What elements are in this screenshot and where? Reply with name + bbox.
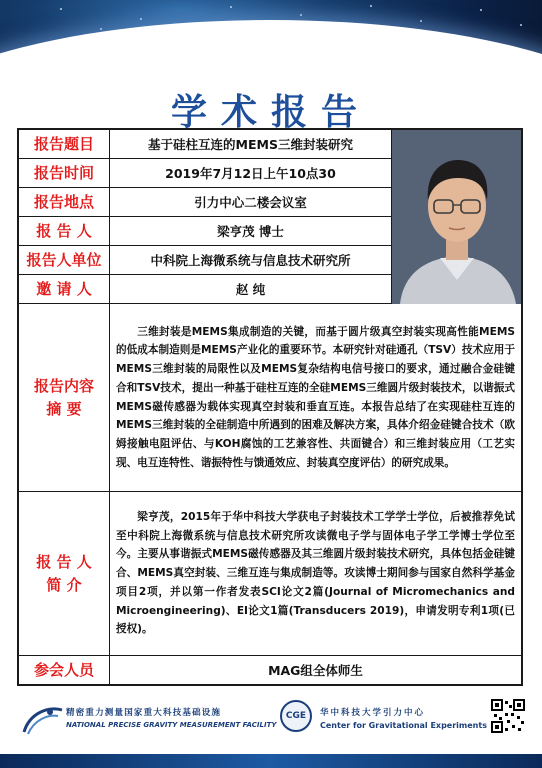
- qr-code-icon: [490, 698, 526, 734]
- cge-badge-icon: [280, 700, 312, 732]
- value-speaker: 梁亨茂 博士: [217, 224, 284, 239]
- label-bio-line2: 简 介: [46, 575, 82, 594]
- row-abstract: [19, 304, 521, 492]
- footer: [0, 694, 542, 768]
- speaker-photo: [391, 130, 521, 304]
- row-bio: [19, 492, 521, 656]
- page-title: 学术报告: [170, 92, 371, 133]
- label-abstract-line1: 报告内容: [33, 376, 94, 395]
- label-bio: [19, 492, 110, 655]
- label-inviter: 邀 请 人: [19, 275, 110, 303]
- bio-paragraph: [116, 492, 515, 655]
- center-name-cn: 华中科技大学引力中心: [320, 708, 426, 718]
- label-affiliation: 报告人单位: [19, 246, 110, 274]
- center-name-en: Center for Gravitational Experiments: [320, 721, 487, 730]
- facility-logo-icon: [20, 702, 64, 738]
- facility-name-cn: 精密重力测量国家重大科技基础设施: [66, 708, 222, 718]
- value-inviter: 赵 纯: [235, 282, 266, 297]
- value-place: 引力中心二楼会议室: [194, 195, 307, 210]
- label-topic: 报告题目: [19, 130, 110, 158]
- abstract-text: 三维封装是MEMS集成制造的关键，而基于圆片级真空封装实现高性能MEMS的低成本制造则是MEMS产业化的重要环节。本研究针对硅通孔（TSV）技术应用于MEMS三维封装的局限性以及MEMS复杂结构电信号接口的要求，通过融合金硅键合和TSV技术，提出一种基于硅柱互连的全硅MEMS三维圆片级封装技术，以谐振式MEMS磁传感器为载体实现真空封装和垂直互连。本报告总结了在实现硅柱互连的MEMS三维封装的全硅制造中所遇到的困难及解决方案，具体介绍金硅键合技术（欧姆接触电阻评估、与KOH腐蚀的工艺兼容性、共面键合）和三维封装应用（工艺实现、电互连特性、谐振特性与馈通效应、封装真空度评估）的研究成果。: [116, 325, 515, 469]
- banner-curve: [0, 20, 542, 82]
- label-speaker: 报 告 人: [19, 217, 110, 245]
- label-bio-line1: 报 告 人: [36, 552, 92, 571]
- value-topic: 基于硅柱互连的MEMS三维封装研究: [148, 137, 353, 152]
- speaker-portrait: [392, 130, 521, 304]
- abstract-paragraph: [116, 304, 515, 491]
- value-attendees: MAG组全体师生: [268, 663, 363, 678]
- value-affiliation: 中科院上海微系统与信息技术研究所: [150, 253, 351, 268]
- footer-strip: [0, 754, 542, 768]
- galaxy-banner: [0, 0, 542, 82]
- info-table: [17, 128, 523, 686]
- bio-text: 梁亨茂，2015年于华中科技大学获电子封装技术工学学士学位，后被推荐免试至中科院上海微系统与信息技术研究所攻读微电子学与固体电子学工学博士学位至今。主要从事谐振式MEMS磁传感器及其三维圆片级封装技术研究，具体包括金硅键合、MEMS真空封装、三维互连与集成制造等。攻读博士期间参与国家自然科学基金项目2项，并以第一作者发表SCI论文2篇(Journal of Micromechanics and Microengineering)、EI论文1篇(Transducers 2019)，申请发明专利1项(已授权)。: [116, 511, 515, 636]
- cge-badge-text: CGE: [285, 711, 307, 721]
- facility-name-en: NATIONAL PRECISE GRAVITY MEASUREMENT FACILITY: [66, 721, 277, 729]
- label-place: 报告地点: [19, 188, 110, 216]
- label-abstract: [19, 304, 110, 491]
- value-time: 2019年7月12日上午10点30: [165, 166, 336, 181]
- label-abstract-line2: 摘 要: [46, 399, 82, 418]
- label-attendees: 参会人员: [19, 656, 110, 684]
- label-time: 报告时间: [19, 159, 110, 187]
- row-attendees: [19, 656, 521, 684]
